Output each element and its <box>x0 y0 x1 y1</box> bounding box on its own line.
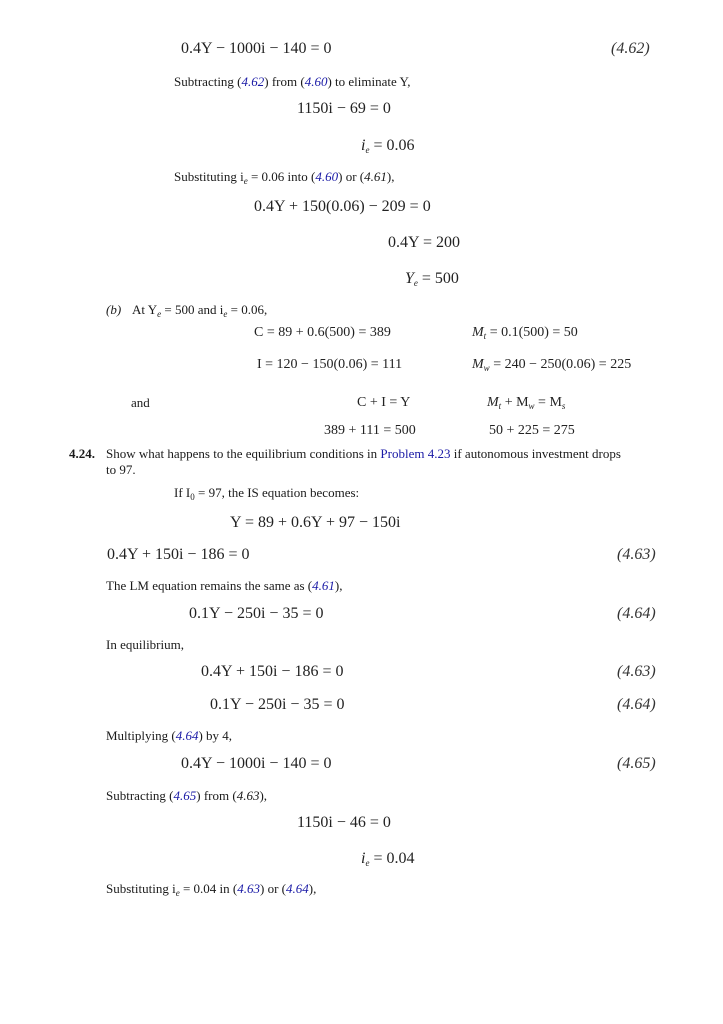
equation-link[interactable]: 4.60 <box>304 74 328 89</box>
equation-link[interactable]: 4.64 <box>175 728 199 743</box>
equation-link[interactable]: 4.63 <box>237 881 260 896</box>
equation-number: (4.62) <box>611 40 650 57</box>
problem-number: 4.24. <box>69 446 95 461</box>
equation: 389 + 111 = 500 <box>324 423 416 438</box>
equation-4-63: 0.4Y + 150i − 186 = 0 <box>201 663 344 680</box>
body-text: Substituting $i_e = 0.04$ in (4.63) or (4.64), <box>106 881 317 898</box>
equation-4-65: 0.4Y − 1000i − 140 = 0 <box>181 755 332 772</box>
equation-link[interactable]: 4.62 <box>241 74 265 89</box>
body-text: Multiplying (4.64) by 4, <box>106 728 233 743</box>
equation: 1150i − 69 = 0 <box>297 100 391 117</box>
equation: $M_t = 0.1(500) = 50$ <box>472 325 578 341</box>
equation-number: (4.65) <box>617 755 656 772</box>
equation: I = 120 − 150(0.06) = 111 <box>257 357 403 372</box>
equation-number: (4.64) <box>617 605 656 622</box>
problem-statement-cont: to 97. <box>106 462 136 477</box>
equation: $i_e = 0.06$ <box>361 137 415 155</box>
equation: Y = 89 + 0.6Y + 97 − 150i <box>230 514 401 531</box>
equation: $M_w = 240 - 250(0.06) = 225$ <box>472 357 632 373</box>
equation: C + I = Y <box>357 395 411 410</box>
equation-number: (4.64) <box>617 696 656 713</box>
equation: 0.4Y = 200 <box>388 234 460 251</box>
equation-link[interactable]: 4.61 <box>312 578 335 593</box>
body-text: At $Y_e = 500$ and $i_e = 0.06$, <box>132 302 268 319</box>
part-b-label: (b) <box>106 302 122 317</box>
equation: $M_t + M_w = M_s$ <box>487 395 566 411</box>
problem-link[interactable]: Problem 4.23 <box>380 446 451 461</box>
equation-4-62: 0.4Y − 1000i − 140 = 0 <box>181 40 332 57</box>
equation-link[interactable]: 4.60 <box>315 169 339 184</box>
equation: C = 89 + 0.6(500) = 389 <box>254 325 391 340</box>
equation-4-63: 0.4Y + 150i − 186 = 0 <box>107 546 250 563</box>
problem-statement: Show what happens to the equilibrium conditions in Problem 4.23 if autonomous investment drops <box>106 446 621 461</box>
body-text: Substituting $i_e = 0.06$ into (4.60) or (4.61), <box>174 169 395 186</box>
body-text: Subtracting (4.62) from (4.60) to eliminate Y, <box>174 74 411 89</box>
equation-link[interactable]: 4.64 <box>286 881 309 896</box>
equation: 0.4Y + 150(0.06) − 209 = 0 <box>254 198 431 215</box>
body-text: In equilibrium, <box>106 637 184 652</box>
body-text: The LM equation remains the same as (4.61), <box>106 578 343 593</box>
body-text: If $I_0 = 97$, the IS equation becomes: <box>174 485 360 502</box>
equation: $i_e = 0.04$ <box>361 850 415 868</box>
equation-4-64: 0.1Y − 250i − 35 = 0 <box>189 605 324 622</box>
equation-number: (4.63) <box>617 546 656 563</box>
equation-number: (4.63) <box>617 663 656 680</box>
equation: $Y_e = 500$ <box>405 270 459 288</box>
equation-link[interactable]: 4.65 <box>173 788 197 803</box>
body-text: Subtracting (4.65) from (4.63), <box>106 788 268 803</box>
equation: 50 + 225 = 275 <box>489 423 575 438</box>
equation: 1150i − 46 = 0 <box>297 814 391 831</box>
equation-4-64: 0.1Y − 250i − 35 = 0 <box>210 696 345 713</box>
body-text: and <box>131 395 150 410</box>
